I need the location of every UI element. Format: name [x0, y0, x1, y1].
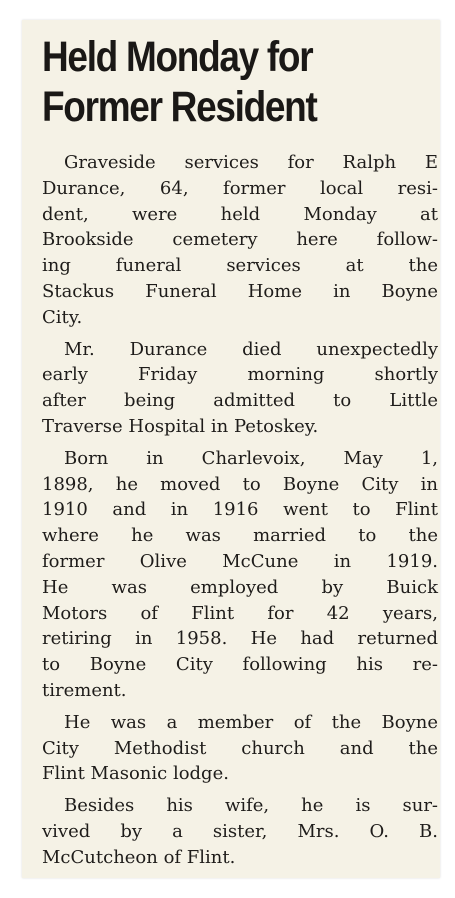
text-line: retiring in 1958. He had returned	[42, 628, 438, 650]
headline-line-2: Former Resident	[42, 83, 317, 131]
text-line: to Boyne City following his re-	[42, 654, 438, 676]
text-line: dent, were held Monday at	[42, 203, 438, 225]
text-line: Besides his wife, he is sur-	[64, 795, 438, 817]
paragraph-biography	[42, 446, 438, 704]
newspaper-clipping	[22, 20, 440, 878]
text-line: tirement.	[42, 679, 127, 701]
text-line: Durance, 64, former local resi-	[42, 177, 438, 199]
paragraph-death	[42, 337, 438, 440]
text-line: He was a member of the Boyne	[64, 711, 438, 733]
text-line: City.	[42, 306, 83, 328]
text-line: Mr. Durance died unexpectedly	[64, 338, 438, 360]
article-body	[42, 150, 438, 871]
paragraph-services	[42, 150, 438, 331]
paragraph-survivors	[42, 793, 438, 870]
text-line: Stackus Funeral Home in Boyne	[42, 280, 438, 302]
text-line: McCutcheon of Flint.	[42, 846, 236, 868]
text-line: where he was married to the	[42, 525, 438, 547]
text-line: Flint Masonic lodge.	[42, 763, 229, 785]
text-line: Graveside services for Ralph E	[64, 152, 438, 173]
headline	[42, 32, 384, 132]
text-line: after being admitted to Little	[42, 390, 438, 412]
text-line: former Olive McCune in 1919.	[42, 550, 438, 572]
text-line: early Friday morning shortly	[42, 364, 438, 386]
text-line: City Methodist church and the	[42, 737, 438, 759]
headline-line-1: Held Monday for	[42, 33, 313, 81]
text-line: Traverse Hospital in Petoskey.	[42, 415, 319, 437]
text-line: 1898, he moved to Boyne City in	[42, 473, 438, 495]
text-line: Motors of Flint for 42 years,	[42, 602, 438, 624]
text-line: Brookside cemetery here follow-	[42, 229, 438, 251]
text-line: Born in Charlevoix, May 1,	[64, 447, 438, 469]
text-line: ing funeral services at the	[42, 255, 438, 277]
text-line: He was employed by Buick	[42, 576, 438, 598]
paragraph-membership	[42, 710, 438, 787]
text-line: 1910 and in 1916 went to Flint	[42, 499, 438, 521]
text-line: vived by a sister, Mrs. O. B.	[42, 820, 438, 842]
